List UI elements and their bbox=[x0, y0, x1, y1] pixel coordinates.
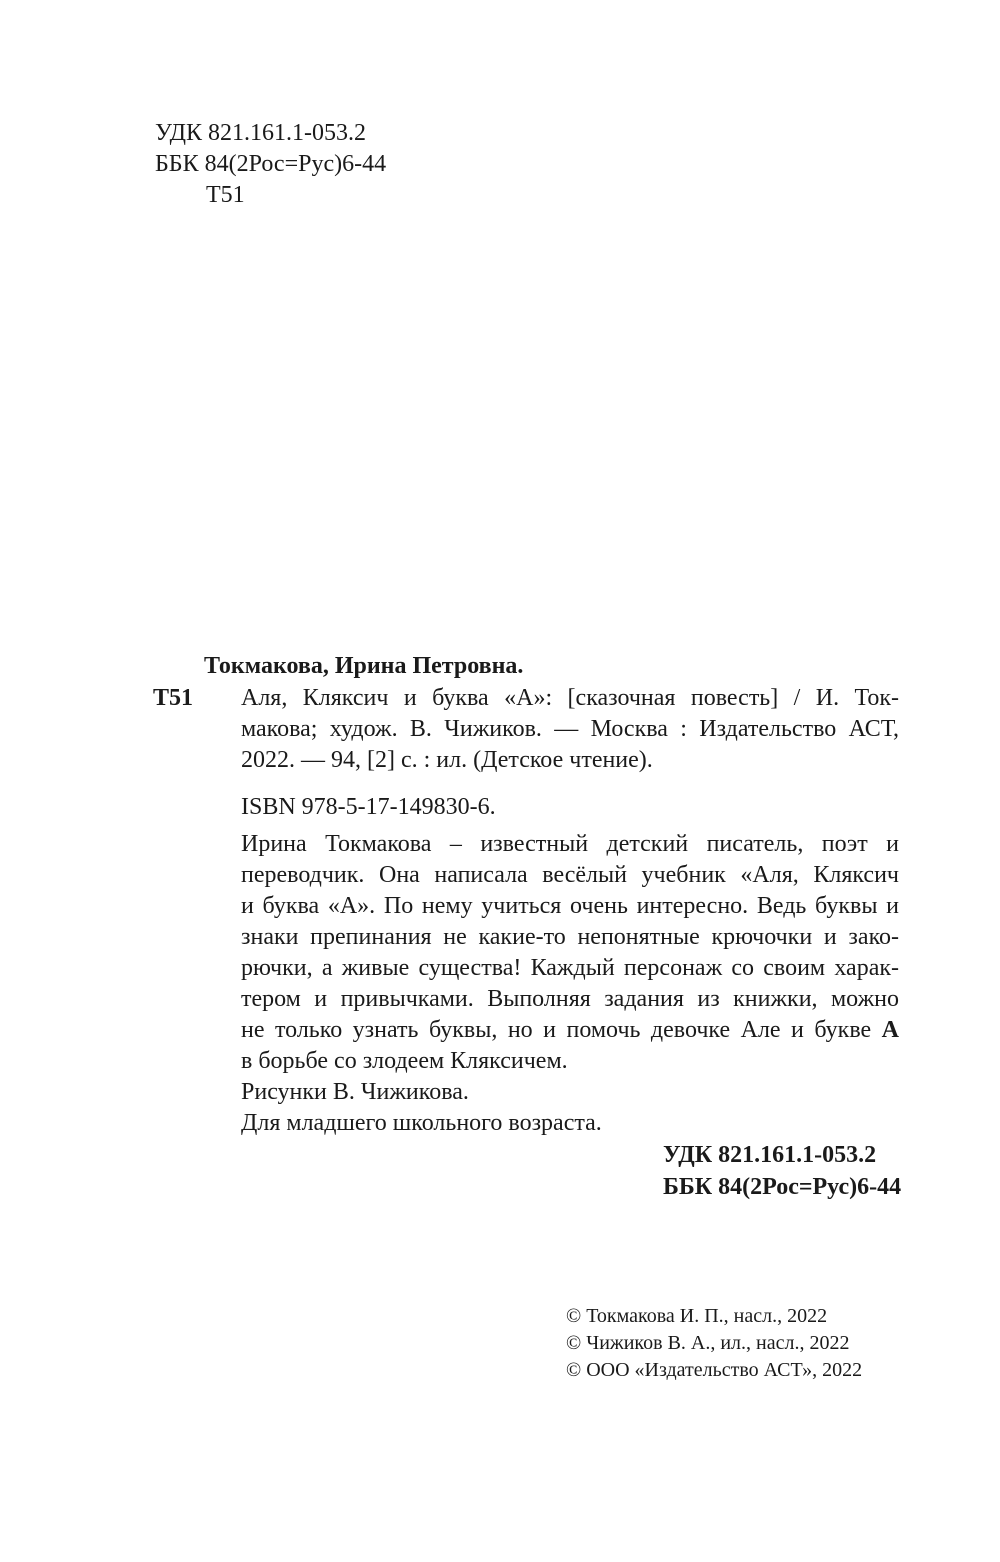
annotation-line-4: знаки препинания не какие-то непонятные крючочки и зако- bbox=[241, 924, 899, 950]
annotation-line-5: рючки, а живые существа! Каждый персонаж со своим харак- bbox=[241, 955, 899, 981]
author-heading: Токмакова, Ирина Петровна. bbox=[204, 653, 524, 679]
record-bbk: ББК 84(2Рос=Рус)6-44 bbox=[663, 1174, 902, 1200]
copyright-illustrator: © Чижиков В. А., ил., насл., 2022 bbox=[566, 1332, 850, 1354]
annotation-line-6: тером и привычками. Выполняя задания из книжки, можно bbox=[241, 986, 899, 1012]
annotation-line-3: и буква «А». По нему учиться очень интересно. Ведь буквы и bbox=[241, 893, 899, 919]
top-udk: УДК 821.161.1-053.2 bbox=[155, 120, 366, 146]
annotation-line-1: Ирина Токмакова – известный детский писатель, поэт и bbox=[241, 831, 899, 857]
isbn: ISBN 978-5-17-149830-6. bbox=[241, 794, 496, 820]
copyright-author: © Токмакова И. П., насл., 2022 bbox=[566, 1305, 828, 1327]
copyright-publisher: © ООО «Издательство АСТ», 2022 bbox=[566, 1359, 863, 1381]
annotation-line-2: переводчик. Она написала весёлый учебник «Аля, Кляксич bbox=[241, 862, 899, 888]
top-bbk: ББК 84(2Рос=Рус)6-44 bbox=[155, 151, 387, 177]
title-line-1: Аля, Кляксич и буква «А»: [сказочная повесть] / И. Ток- bbox=[241, 685, 899, 711]
record-author-mark: Т51 bbox=[153, 685, 194, 711]
title-line-3: 2022. — 94, [2] с. : ил. (Детское чтение). bbox=[241, 747, 653, 773]
audience-note: Для младшего школьного возраста. bbox=[241, 1110, 602, 1136]
annotation-line-7-bold-letter: А bbox=[881, 1017, 899, 1043]
annotation-line-8: в борьбе со злодеем Кляксичем. bbox=[241, 1048, 568, 1074]
title-line-2: макова; худож. В. Чижиков. — Москва : Издательство АСТ, bbox=[241, 716, 899, 742]
top-author-mark: Т51 bbox=[206, 182, 245, 208]
illustrations-note: Рисунки В. Чижикова. bbox=[241, 1079, 469, 1105]
annotation-line-7 bbox=[241, 1015, 899, 1045]
record-udk: УДК 821.161.1-053.2 bbox=[663, 1142, 877, 1168]
annotation-line-7-text: не только узнать буквы, но и помочь девочке Але и букве bbox=[241, 1017, 872, 1043]
